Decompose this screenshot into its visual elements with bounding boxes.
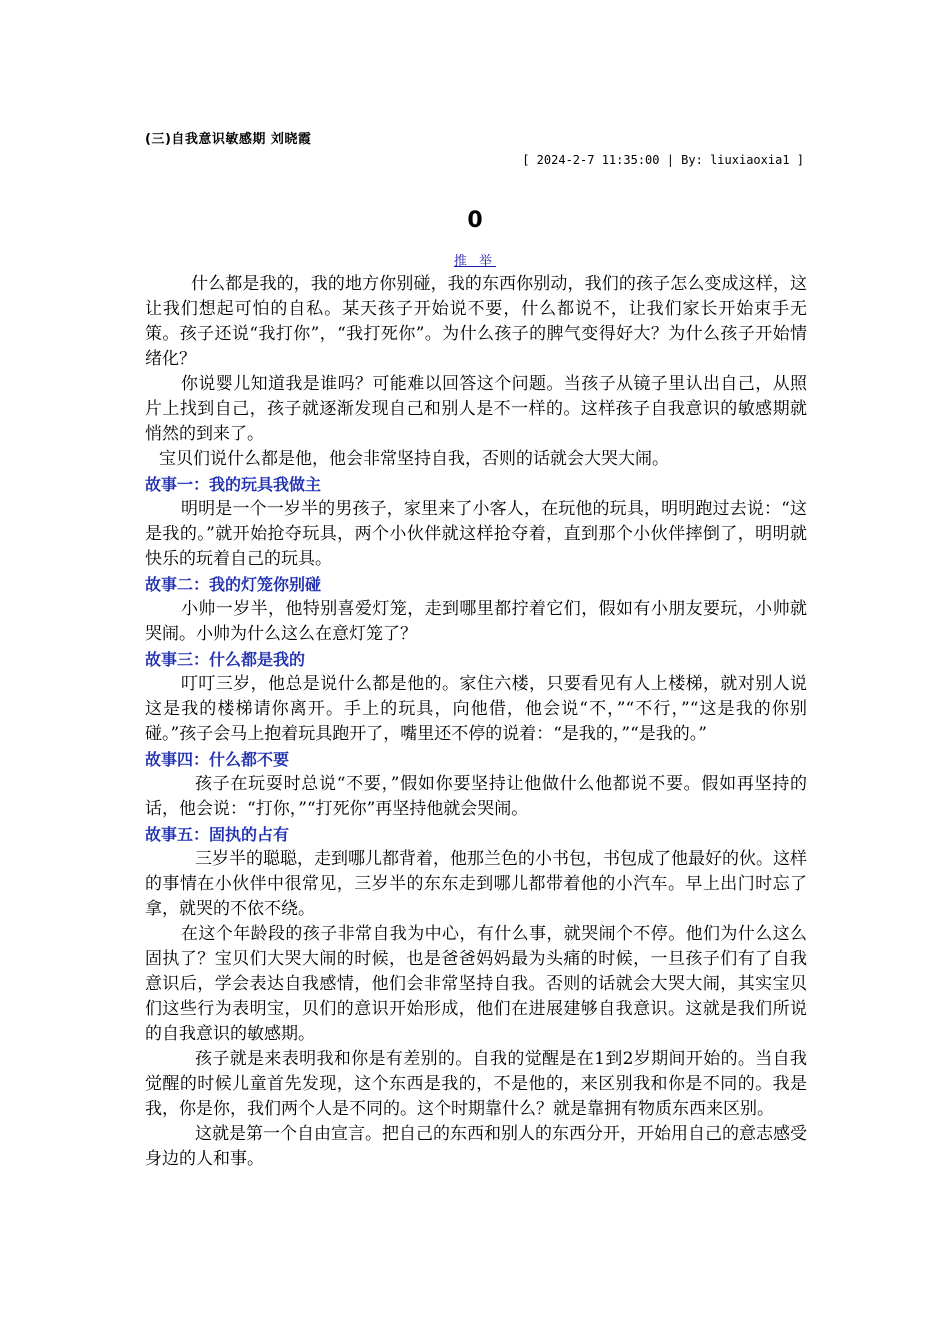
story-paragraph: 叮叮三岁，他总是说什么都是他的。家住六楼，只要看见有人上楼梯，就对别人说这是我的楼梯请你离开。手上的玩具，向他借，他会说“不，”“不行，”“这是我的你别碰。”孩子会马上抱着玩具跑开了，嘴里还不停的说着：“是我的，”“是我的。”: [145, 674, 807, 744]
hit-count: 0: [467, 208, 483, 233]
article-title: (三)自我意识敏感期 刘晓霞: [145, 132, 312, 147]
post-meta: [ 2024-2-7 11:35:00 | By: liuxiaoxia1 ]: [522, 153, 804, 167]
intro-paragraph: 宝贝们说什么都是他，他会非常坚持自我，否则的话就会大哭大闹。: [159, 449, 669, 469]
story-paragraph: 三岁半的聪聪，走到哪儿都背着，他那兰色的小书包，书包成了他最好的伙。这样的事情在小伙伴中很常见，三岁半的东东走到哪儿都带着他的小汽车。早上出门时忘了拿，就哭的不依不绕。: [145, 849, 807, 919]
story-heading: 故事二：我的灯笼你别碰: [145, 575, 322, 594]
closing-paragraph: 孩子就是来表明我和你是有差别的。自我的觉醒是在1到2岁期间开始的。当自我觉醒的时候儿童首先发现，这个东西是我的，不是他的，来区别我和你是不同的。我是我，你是你，我们两个人是不同的。这个时期靠什么？就是靠拥有物质东西来区别。: [145, 1049, 807, 1119]
story-paragraph: 孩子在玩耍时总说“不要，”假如你要坚持让他做什么他都说不要。假如再坚持的话，他会说：“打你，”“打死你”再坚持他就会哭闹。: [145, 774, 807, 819]
intro-paragraph: 什么都是我的，我的地方你别碰，我的东西你别动，我们的孩子怎么变成这样，这让我们想起可怕的自私。某天孩子开始说不要，什么都说不，让我们家长开始束手无策。孩子还说“我打你”，“我打死你”。为什么孩子的脾气变得好大？为什么孩子开始情绪化？: [145, 274, 807, 369]
article-body: [145, 272, 807, 1172]
story-heading: 故事一：我的玩具我做主: [145, 475, 322, 494]
story-paragraph: 小帅一岁半，他特别喜爱灯笼，走到哪里都拧着它们，假如有小朋友要玩，小帅就哭闹。小帅为什么这么在意灯笼了？: [145, 599, 807, 644]
story-heading: 故事四：什么都不要: [145, 750, 290, 769]
closing-paragraph: 这就是第一个自由宣言。把自己的东西和别人的东西分开，开始用自己的意志感受身边的人和事。: [145, 1124, 807, 1169]
intro-paragraph: 你说婴儿知道我是谁吗？可能难以回答这个问题。当孩子从镜子里认出自己，从照片上找到自己，孩子就逐渐发现自己和别人是不一样的。这样孩子自我意识的敏感期就悄然的到来了。: [145, 374, 807, 444]
story-paragraph: 明明是一个一岁半的男孩子，家里来了小客人，在玩他的玩具，明明跑过去说：“这是我的。”就开始抢夺玩具，两个小伙伴就这样抢夺着，直到那个小伙伴摔倒了，明明就快乐的玩着自己的玩具。: [145, 499, 807, 569]
story-heading: 故事三：什么都是我的: [145, 650, 306, 669]
closing-paragraph: 在这个年龄段的孩子非常自我为中心，有什么事，就哭闹个不停。他们为什么这么固执了？宝贝们大哭大闹的时候，也是爸爸妈妈最为头痛的时候，一旦孩子们有了自我意识后，学会表达自我感情，他们会非常坚持自我。否则的话就会大哭大闹，其实宝贝们这些行为表明宝，贝们的意识开始形成，他们在进展建够自我意识。这就是我们所说的自我意识的敏感期。: [145, 924, 807, 1044]
recommend-link[interactable]: 推 举: [453, 254, 497, 269]
story-heading: 故事五：固执的占有: [145, 825, 290, 844]
